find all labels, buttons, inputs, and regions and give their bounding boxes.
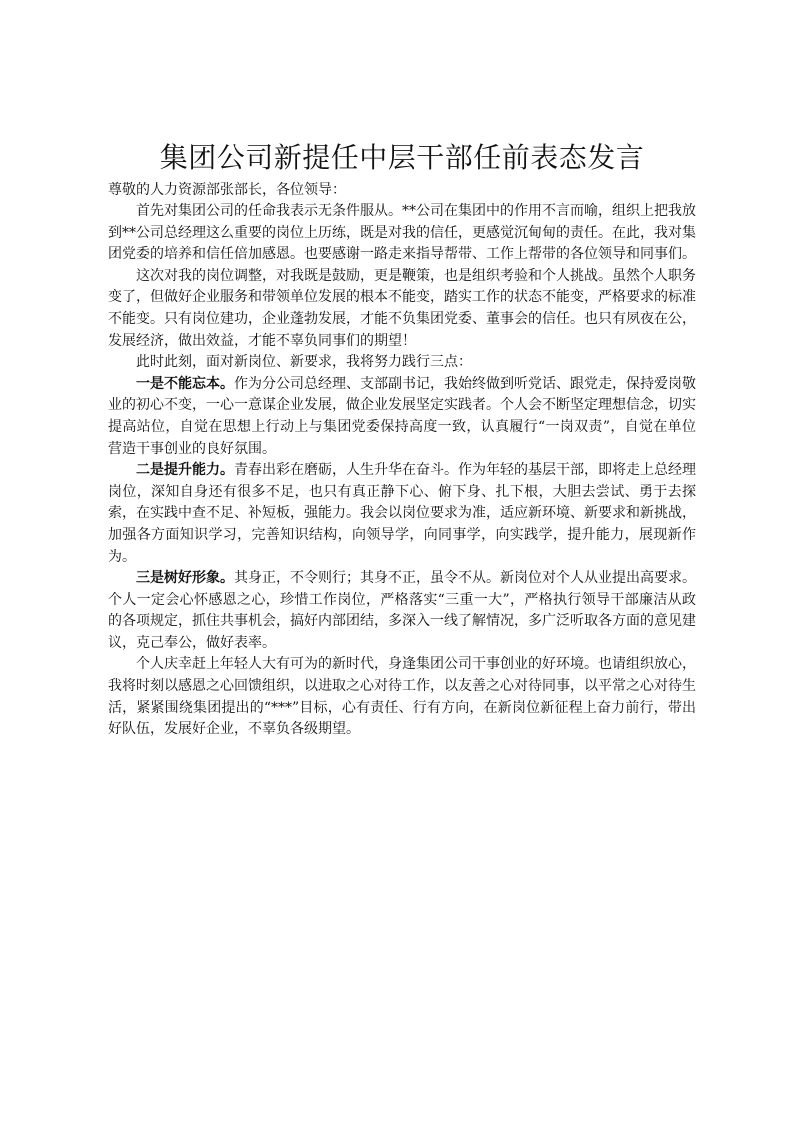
paragraph-2 [108, 266, 696, 352]
salutation: 尊敬的人力资源部张部长，各位领导： [108, 182, 346, 198]
document-title: 集团公司新提任中层干部任前表态发言 [159, 141, 645, 174]
paragraph-text: 此时此刻，面对新岗位、新要求，我将努力践行三点： [136, 354, 472, 371]
paragraph-text: 这次对我的岗位调整，对我既是鼓励，更是鞭策，也是组织考验和个人挑战。虽然个人职务变了，但做好企业服务和带领单位发展的根本不能变，踏实工作的状态不能变，严格要求的标准不能变。只有岗位建功，企业蓬勃发展，才能不负集团党委、董事会的信任。也只有夙夜在公，发展经济，做出效益，才能不辜负同事们的期望！ [108, 267, 696, 349]
paragraph-3 [108, 352, 696, 374]
paragraph-7 [108, 654, 696, 740]
paragraph-lead: 三是树好形象。 [136, 570, 234, 587]
paragraph-text: 青春出彩在磨砺，人生升华在奋斗。作为年轻的基层干部，即将走上总经理岗位，深知自身还有很多不足，也只有真正静下心、俯下身、扎下根，大胆去尝试、勇于去探索，在实践中查不足、补短板，强能力。我会以岗位要求为准，适应新环境、新要求和新挑战，加强各方面知识学习，完善知识结构，向领导学，向同事学，向实践学，提升能力，展现新作为。 [108, 462, 696, 565]
paragraph-6 [108, 568, 696, 654]
paragraph-text: 首先对集团公司的任命我表示无条件服从。**公司在集团中的作用不言而喻，组织上把我放到**公司总经理这么重要的岗位上历练，既是对我的信任，更感觉沉甸甸的责任。在此，我对集团党委的培养和信任倍加感恩。也要感谢一路走来指导帮带、工作上帮带的各位领导和同事们。 [108, 203, 696, 263]
paragraph-lead: 二是提升能力。 [136, 462, 234, 479]
paragraph-4 [108, 374, 696, 460]
paragraph-1 [108, 201, 696, 266]
paragraph-text: 个人庆幸赶上年轻人大有可为的新时代，身逢集团公司干事创业的好环境。也请组织放心，我将时刻以感恩之心回馈组织，以进取之心对待工作，以友善之心对待同事，以平常之心对待生活，紧紧围绕集团提出的“***”目标，心有责任、行有方向，在新岗位新征程上奋力前行，带出好队伍，发展好企业，不辜负各级期望。 [108, 656, 696, 738]
paragraph-text: 其身正，不令则行；其身不正，虽令不从。新岗位对个人从业提出高要求。个人一定会心怀感恩之心，珍惜工作岗位，严格落实“三重一大”，严格执行领导干部廉洁从政的各项规定，抓住共事机会，搞好内部团结，多深入一线了解情况，多广泛听取各方面的意见建议，克己奉公，做好表率。 [108, 570, 696, 651]
paragraph-text: 作为分公司总经理、支部副书记，我始终做到听党话、跟党走，保持爱岗敬业的初心不变，一心一意谋企业发展，做企业发展坚定实践者。个人会不断坚定理想信念，切实提高站位，自觉在思想上行动上与集团党委保持高度一致，认真履行“一岗双责”，自觉在单位营造干事创业的良好氛围。 [108, 375, 696, 457]
paragraph-lead: 一是不能忘本。 [136, 375, 234, 392]
document-page [108, 138, 696, 741]
paragraph-5 [108, 460, 696, 568]
